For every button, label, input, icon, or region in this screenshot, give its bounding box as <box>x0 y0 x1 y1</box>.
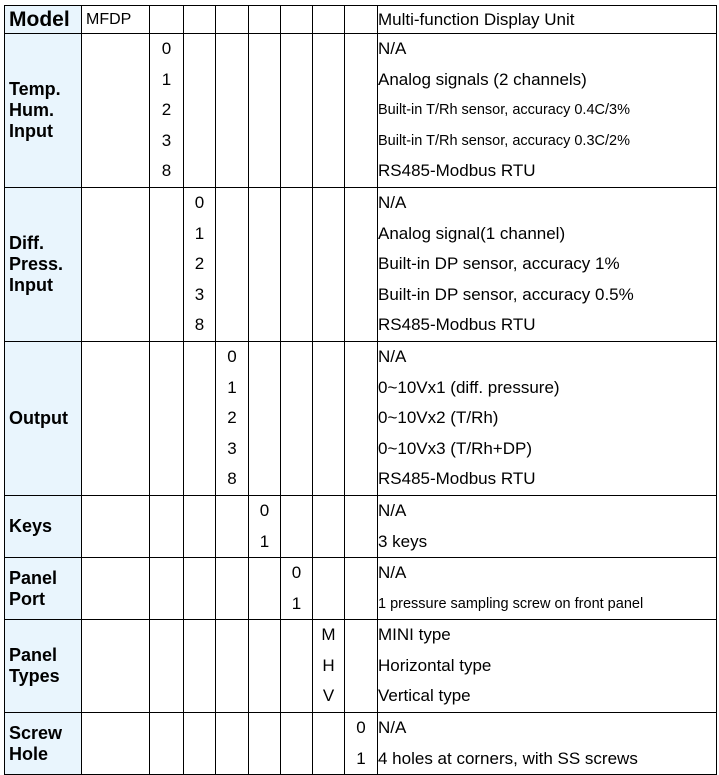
empty-cell <box>216 713 249 775</box>
empty-cell <box>281 34 313 188</box>
option-description: N/A <box>378 718 407 738</box>
option-code: 3 <box>194 284 205 304</box>
option-code: 0 <box>161 39 172 58</box>
option-description: RS485-Modbus RTU <box>378 315 536 335</box>
option-description: Analog signal(1 channel) <box>378 223 566 243</box>
empty-cell <box>345 620 378 713</box>
empty-cell <box>150 713 184 775</box>
option-codes <box>281 558 313 620</box>
model-label: Model <box>5 6 82 34</box>
option-code: 1 <box>194 223 205 243</box>
empty-cell <box>150 341 184 495</box>
option-codes <box>184 187 216 341</box>
option-codes <box>150 34 184 188</box>
empty-cell <box>150 558 184 620</box>
option-description: Analog signals (2 channels) <box>378 69 587 89</box>
empty-cell <box>249 34 281 188</box>
option-code: 8 <box>227 469 237 489</box>
section-label: Output <box>5 341 82 495</box>
empty-cell <box>249 713 281 775</box>
section-row-temp-hum-input <box>5 34 717 188</box>
option-code: 0 <box>291 563 302 583</box>
option-code: M <box>321 625 336 645</box>
option-description: Built-in DP sensor, accuracy 0.5% <box>378 284 634 304</box>
empty-cell <box>184 713 216 775</box>
empty-cell <box>82 620 150 713</box>
option-codes <box>345 713 378 775</box>
empty-cell <box>216 34 249 188</box>
option-descriptions <box>378 187 717 341</box>
option-code: 8 <box>161 161 172 181</box>
option-code: 0 <box>227 346 237 366</box>
option-descriptions <box>378 558 717 620</box>
option-description: 0~10Vx3 (T/Rh+DP) <box>378 438 533 458</box>
section-row-screw-hole <box>5 713 717 775</box>
option-description: 4 holes at corners, with SS screws <box>378 748 638 768</box>
empty-cell <box>82 34 150 188</box>
empty-cell <box>184 341 216 495</box>
option-code: 1 <box>161 69 172 89</box>
option-description: Built-in T/Rh sensor, accuracy 0.4C/3% <box>378 102 630 119</box>
option-code: 0 <box>356 718 366 738</box>
option-description: 0~10Vx1 (diff. pressure) <box>378 377 560 397</box>
option-descriptions <box>378 341 717 495</box>
option-description: MINI type <box>378 625 451 645</box>
option-description: Built-in T/Rh sensor, accuracy 0.3C/2% <box>378 132 630 149</box>
option-code: 1 <box>259 531 270 551</box>
option-description: Built-in DP sensor, accuracy 1% <box>378 254 620 274</box>
section-row-panel-port <box>5 558 717 620</box>
empty-cell <box>281 620 313 713</box>
empty-cell <box>216 620 249 713</box>
empty-cell <box>82 495 150 557</box>
option-description: N/A <box>378 39 407 58</box>
empty-cell <box>345 6 378 34</box>
empty-cell <box>313 341 345 495</box>
section-label: Panel Port <box>5 558 82 620</box>
empty-cell <box>150 495 184 557</box>
empty-cell <box>249 6 281 34</box>
empty-cell <box>345 34 378 188</box>
model-code: MFDP <box>82 6 150 34</box>
option-code: 3 <box>161 130 172 150</box>
option-descriptions <box>378 713 717 775</box>
empty-cell <box>345 558 378 620</box>
option-description: 3 keys <box>378 531 428 551</box>
option-description: Horizontal type <box>378 655 492 675</box>
empty-cell <box>184 558 216 620</box>
option-description: RS485-Modbus RTU <box>378 469 536 489</box>
empty-cell <box>313 187 345 341</box>
option-description: N/A <box>378 500 407 520</box>
empty-cell <box>345 495 378 557</box>
option-description: N/A <box>378 346 407 366</box>
empty-cell <box>281 713 313 775</box>
empty-cell <box>216 495 249 557</box>
empty-cell <box>249 187 281 341</box>
option-description: N/A <box>378 192 407 212</box>
option-description: N/A <box>378 563 407 583</box>
option-description: 0~10Vx2 (T/Rh) <box>378 408 499 428</box>
option-codes <box>249 495 281 557</box>
empty-cell <box>345 187 378 341</box>
section-row-output <box>5 341 717 495</box>
option-code: 2 <box>194 254 205 274</box>
empty-cell <box>249 558 281 620</box>
empty-cell <box>150 620 184 713</box>
section-label: Diff. Press. Input <box>5 187 82 341</box>
option-code: 2 <box>227 408 237 428</box>
empty-cell <box>184 620 216 713</box>
empty-cell <box>82 558 150 620</box>
empty-cell <box>82 713 150 775</box>
empty-cell <box>313 34 345 188</box>
section-row-diff-press-input <box>5 187 717 341</box>
empty-cell <box>150 187 184 341</box>
empty-cell <box>216 187 249 341</box>
model-spec-table <box>4 5 717 775</box>
option-codes <box>313 620 345 713</box>
empty-cell <box>216 6 249 34</box>
option-descriptions <box>378 495 717 557</box>
option-descriptions <box>378 620 717 713</box>
option-code: 1 <box>227 377 237 397</box>
empty-cell <box>313 558 345 620</box>
option-code: 8 <box>194 315 205 335</box>
empty-cell <box>184 34 216 188</box>
section-label: Screw Hole <box>5 713 82 775</box>
empty-cell <box>281 6 313 34</box>
option-code: 0 <box>259 500 270 520</box>
option-description: 1 pressure sampling screw on front panel <box>378 595 644 612</box>
empty-cell <box>184 495 216 557</box>
spec-table-body <box>5 6 717 775</box>
empty-cell <box>281 341 313 495</box>
option-code: 1 <box>291 593 302 613</box>
empty-cell <box>216 558 249 620</box>
section-row-panel-types <box>5 620 717 713</box>
empty-cell <box>150 6 184 34</box>
section-label: Temp. Hum. Input <box>5 34 82 188</box>
section-label: Keys <box>5 495 82 557</box>
section-label: Panel Types <box>5 620 82 713</box>
empty-cell <box>82 187 150 341</box>
model-description: Multi-function Display Unit <box>378 6 717 34</box>
empty-cell <box>281 495 313 557</box>
empty-cell <box>249 620 281 713</box>
option-code: 3 <box>227 438 237 458</box>
option-description: RS485-Modbus RTU <box>378 161 536 181</box>
option-code: 0 <box>194 192 205 212</box>
empty-cell <box>184 6 216 34</box>
section-row-keys <box>5 495 717 557</box>
empty-cell <box>345 341 378 495</box>
empty-cell <box>82 341 150 495</box>
empty-cell <box>281 187 313 341</box>
empty-cell <box>313 713 345 775</box>
option-code: 2 <box>161 100 172 120</box>
option-description: Vertical type <box>378 686 471 706</box>
empty-cell <box>313 495 345 557</box>
option-codes <box>216 341 249 495</box>
empty-cell <box>313 6 345 34</box>
option-descriptions <box>378 34 717 188</box>
option-code: 1 <box>356 748 366 768</box>
option-code: H <box>322 655 335 675</box>
model-row <box>5 6 717 34</box>
empty-cell <box>249 341 281 495</box>
option-code: V <box>322 686 335 706</box>
